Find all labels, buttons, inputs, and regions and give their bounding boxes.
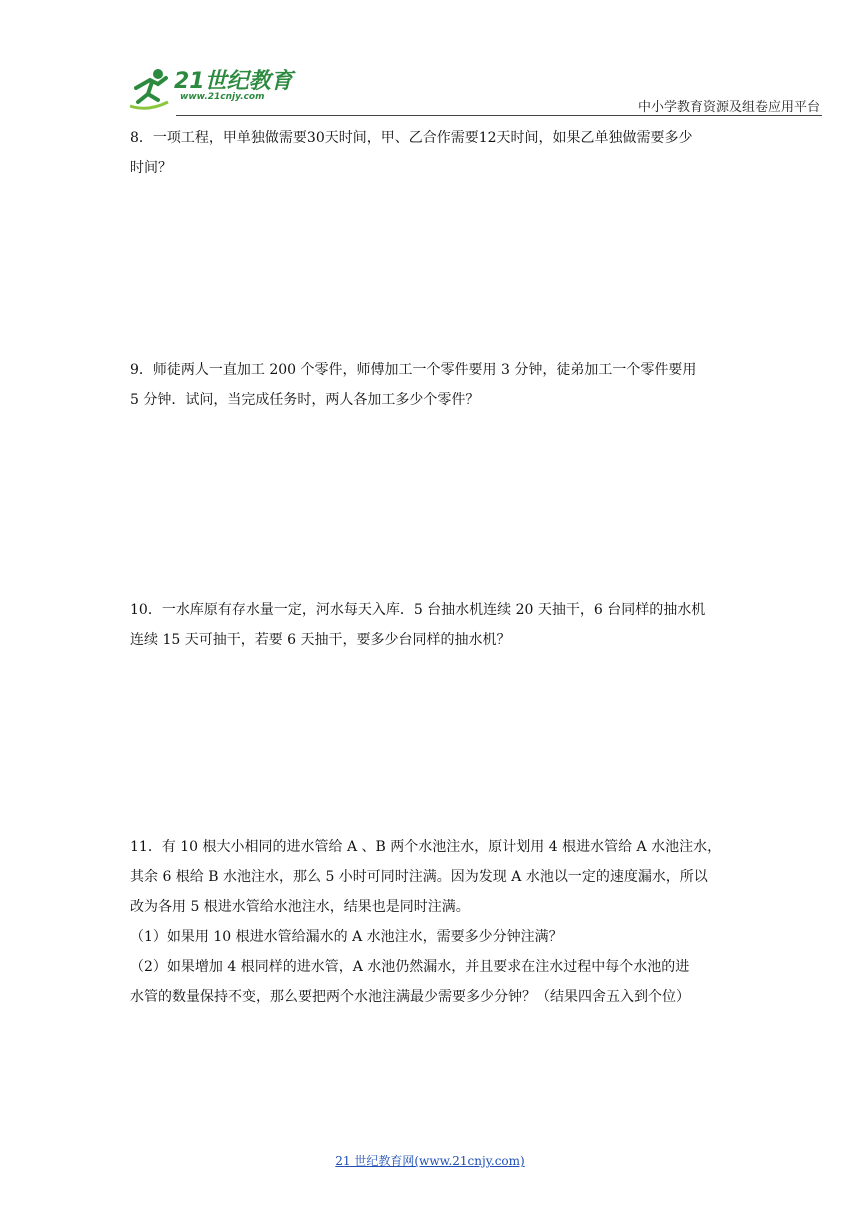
logo-text: 21世纪教育 <box>174 69 293 94</box>
page-footer <box>0 1152 860 1169</box>
question-line: 8．一项工程，甲单独做需要30天时间，甲、乙合作需要12天时间，如果乙单独做需要多少 <box>130 130 693 146</box>
question-line: 水管的数量保持不变，那么要把两个水池注满最少需要多少分钟？（结果四舍五入到个位） <box>130 989 690 1005</box>
question-line: 9．师徒两人一直加工 200 个零件，师傅加工一个零件要用 3 分钟，徒弟加工一个零件要用 <box>130 362 697 378</box>
question-line: 10．一水库原有存水量一定，河水每天入库．5 台抽水机连续 20 天抽干，6 台同样的抽水机 <box>130 602 706 618</box>
logo-url: www.21cnjy.com <box>180 92 265 102</box>
question-10 <box>130 595 732 655</box>
header-divider <box>176 115 822 116</box>
question-line: 改为各用 5 根进水管给水池注水，结果也是同时注满。 <box>130 899 470 915</box>
question-line: 时间？ <box>130 160 172 176</box>
site-logo[interactable] <box>128 64 298 112</box>
footer-link[interactable]: 21 世纪教育网(www.21cnjy.com) <box>335 1154 525 1168</box>
question-9 <box>130 355 732 415</box>
question-line: 5 分钟．试问，当完成任务时，两人各加工多少个零件？ <box>130 392 480 408</box>
platform-name: 中小学教育资源及组卷应用平台 <box>637 100 820 115</box>
question-line: 连续 15 天可抽干，若要 6 天抽干，要多少台同样的抽水机？ <box>130 632 511 648</box>
page-header <box>0 0 860 120</box>
running-figure-icon <box>128 66 172 110</box>
sub-question-2: （2）如果增加 4 根同样的进水管，A 水池仍然漏水，并且要求在注水过程中每个水池的进 <box>130 959 690 975</box>
question-line: 11．有 10 根大小相同的进水管给 A 、B 两个水池注水，原计划用 4 根进水管给 A 水池注水， <box>130 839 722 855</box>
sub-question-1: （1）如果用 10 根进水管给漏水的 A 水池注水，需要多少分钟注满？ <box>130 929 563 945</box>
question-11 <box>130 832 732 1012</box>
question-8 <box>130 123 732 183</box>
question-line: 其余 6 根给 B 水池注水，那么 5 小时可同时注满。因为发现 A 水池以一定的速度漏水，所以 <box>130 869 708 885</box>
